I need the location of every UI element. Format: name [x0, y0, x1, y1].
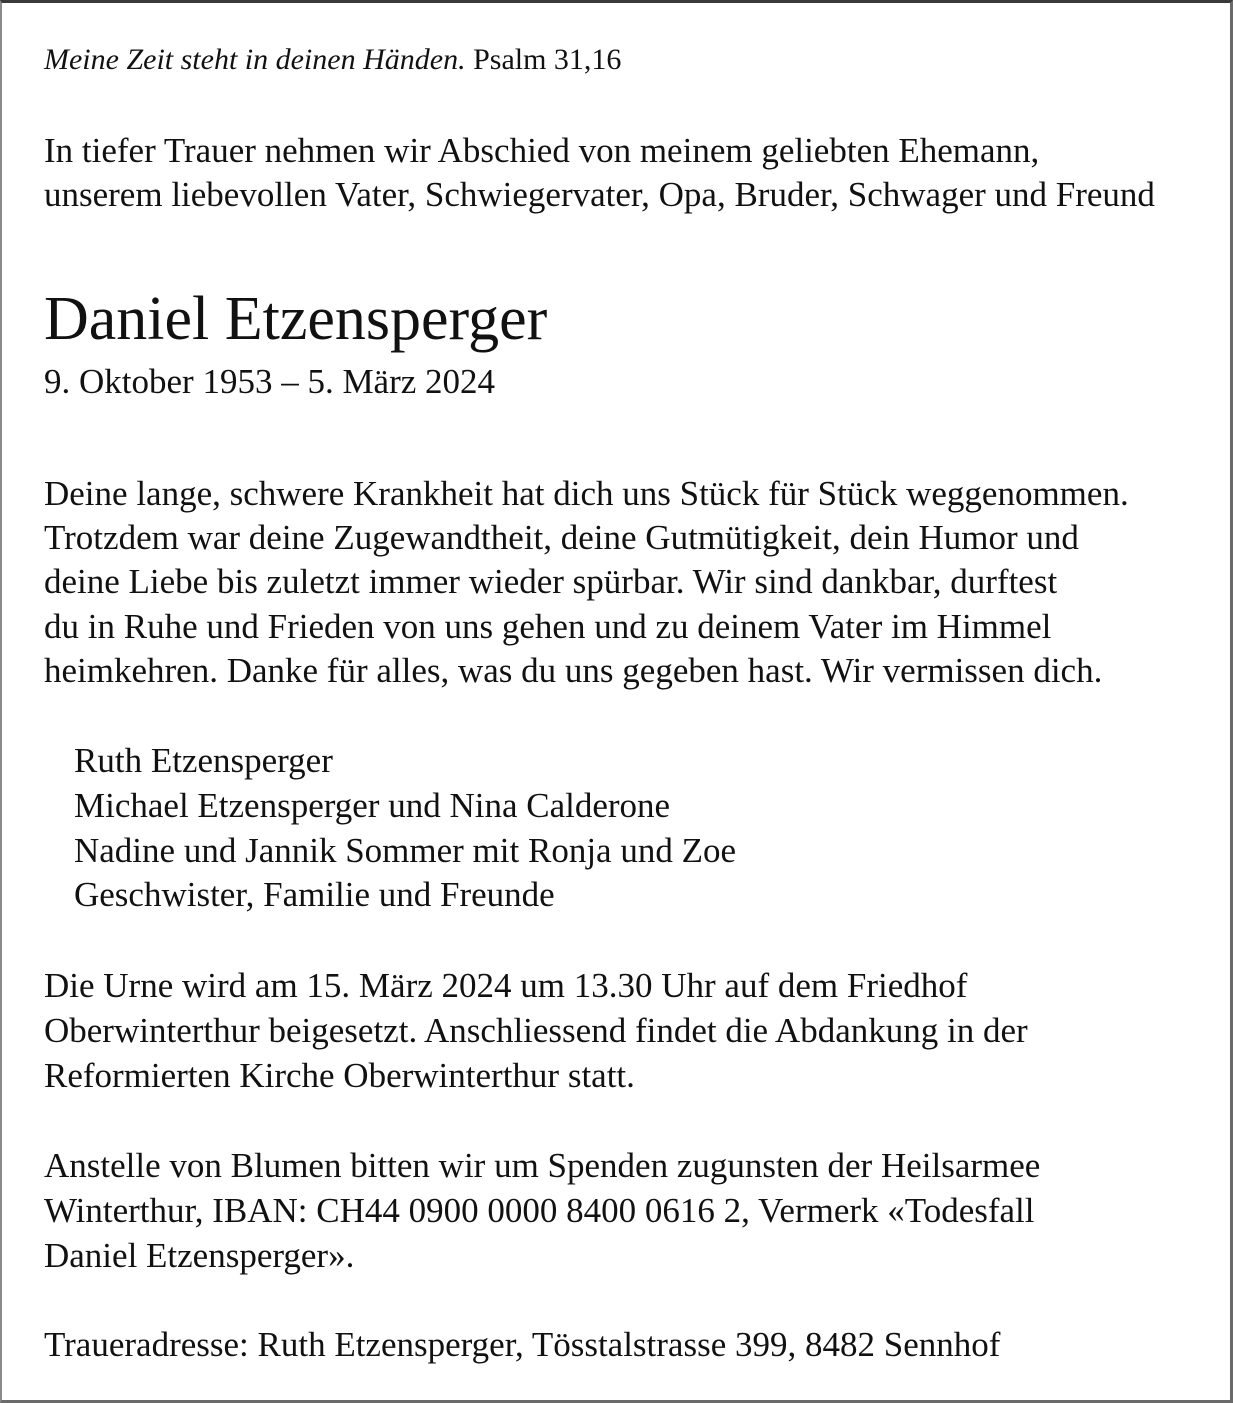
deceased-name: Daniel Etzensperger [44, 285, 548, 353]
donation-line: Anstelle von Blumen bitten wir um Spenden zugunsten der Heilsarmee [44, 1146, 1041, 1185]
tribute-line: deine Liebe bis zuletzt immer wieder spürbar. Wir sind dankbar, durftest [44, 562, 1058, 601]
mourner-name: Michael Etzensperger und Nina Calderone [74, 786, 671, 825]
donation-line: Winterthur, IBAN: CH44 0900 0000 8400 0616 2, Vermerk «Todesfall [44, 1191, 1035, 1230]
mourner-name: Geschwister, Familie und Freunde [74, 875, 555, 914]
psalm-motto [44, 40, 621, 80]
tribute-line: Trotzdem war deine Zugewandtheit, deine Gutmütigkeit, dein Humor und [44, 518, 1079, 557]
ceremony-line: Reformierten Kirche Oberwinterthur statt. [44, 1056, 635, 1095]
ceremony-line: Oberwinterthur beigesetzt. Anschliessend findet die Abdankung in der [44, 1011, 1028, 1050]
donation-line: Daniel Etzensperger». [44, 1236, 355, 1275]
life-dates: 9. Oktober 1953 – 5. März 2024 [44, 362, 496, 401]
psalm-verse: Meine Zeit steht in deinen Händen. [44, 43, 466, 76]
tribute-line: Deine lange, schwere Krankheit hat dich uns Stück für Stück weggenommen. [44, 474, 1129, 513]
intro-line: unserem liebevollen Vater, Schwiegervater, Opa, Bruder, Schwager und Freund [44, 175, 1155, 214]
tribute-line: heimkehren. Danke für alles, was du uns gegeben hast. Wir vermissen dich. [44, 651, 1103, 690]
psalm-reference: Psalm 31,16 [473, 43, 622, 76]
mourner-name: Nadine und Jannik Sommer mit Ronja und Zoe [74, 831, 736, 870]
tribute-line: du in Ruhe und Frieden von uns gehen und zu deinem Vater im Himmel [44, 607, 1052, 646]
mourner-name: Ruth Etzensperger [74, 741, 333, 780]
intro-line: In tiefer Trauer nehmen wir Abschied von meinem geliebten Ehemann, [44, 131, 1040, 170]
ceremony-line: Die Urne wird am 15. März 2024 um 13.30 Uhr auf dem Friedhof [44, 966, 968, 1005]
mourning-address: Traueradresse: Ruth Etzensperger, Tösstalstrasse 399, 8482 Sennhof [44, 1325, 1001, 1364]
